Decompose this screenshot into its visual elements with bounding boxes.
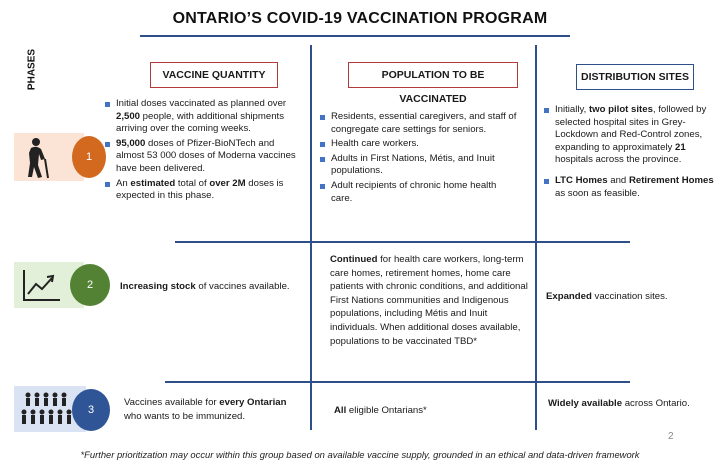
list-item: Initially, two pilot sites, followed by selected hospital sites in Grey-Lockdown and Red-Control zones, expanding to approximately 21 hospitals across the province. — [542, 104, 714, 167]
phase1-distribution-list — [542, 104, 714, 202]
row-divider-1 — [175, 241, 630, 243]
list-item: Adults in First Nations, Métis, and Inuit populations. — [318, 153, 518, 178]
phase1-number-badge: 1 — [72, 136, 106, 178]
title-underline — [140, 35, 570, 37]
list-item: Adult recipients of chronic home health care. — [318, 180, 518, 205]
list-item: An estimated total of over 2M doses is expected in this phase. — [103, 178, 303, 203]
header-population: POPULATION TO BE VACCINATED — [348, 62, 518, 88]
phase3-number-badge: 3 — [72, 389, 110, 431]
column-divider-right — [535, 45, 537, 430]
header-distribution: DISTRIBUTION SITES — [576, 64, 694, 90]
page-title: ONTARIO’S COVID-19 VACCINATION PROGRAM — [172, 10, 548, 27]
phases-axis-label — [22, 42, 36, 102]
list-item: 95,000 doses of Pfizer-BioNTech and almost 53 000 doses of Moderna vaccines have been delivered. — [103, 138, 303, 176]
column-divider-left — [310, 45, 312, 430]
phases-label-text: PHASES — [26, 48, 38, 91]
phase1-quantity-list — [103, 98, 303, 205]
phase2-population-text: Continued for health care workers, long-term care homes, retirement homes, home care patients with chronic conditions, and additional First Nations communities and Indigenous populations, including Métis and Inuit individuals. When additional doses available, populations to be vaccinated TBD* — [330, 254, 528, 347]
phase3-population-text: All eligible Ontarians* — [334, 405, 427, 416]
header-vaccine-quantity: VACCINE QUANTITY — [150, 62, 278, 88]
phase2-distribution-text: Expanded vaccination sites. — [546, 291, 668, 302]
footnote: *Further prioritization may occur within this group based on available vaccine supply, grounded in an ethical and data-driven framework — [80, 449, 640, 460]
list-item: Initial doses vaccinated as planned over 2,500 people, with additional shipments arriving over the coming weeks. — [103, 98, 303, 136]
page-number: 2 — [668, 431, 674, 442]
list-item: Health care workers. — [318, 138, 518, 151]
phase2-number-badge: 2 — [70, 264, 110, 306]
list-item: LTC Homes and Retirement Homes as soon as feasible. — [542, 175, 714, 200]
list-item: Residents, essential caregivers, and staff of congregate care settings for seniors. — [318, 111, 518, 136]
row-divider-2 — [165, 381, 630, 383]
phase3-quantity-text: Vaccines available for every Ontarian who wants to be immunized. — [124, 397, 287, 422]
phase2-quantity-text: Increasing stock of vaccines available. — [120, 281, 290, 292]
phase3-distribution-text: Widely available across Ontario. — [548, 398, 690, 409]
phase1-population-list — [318, 111, 518, 207]
